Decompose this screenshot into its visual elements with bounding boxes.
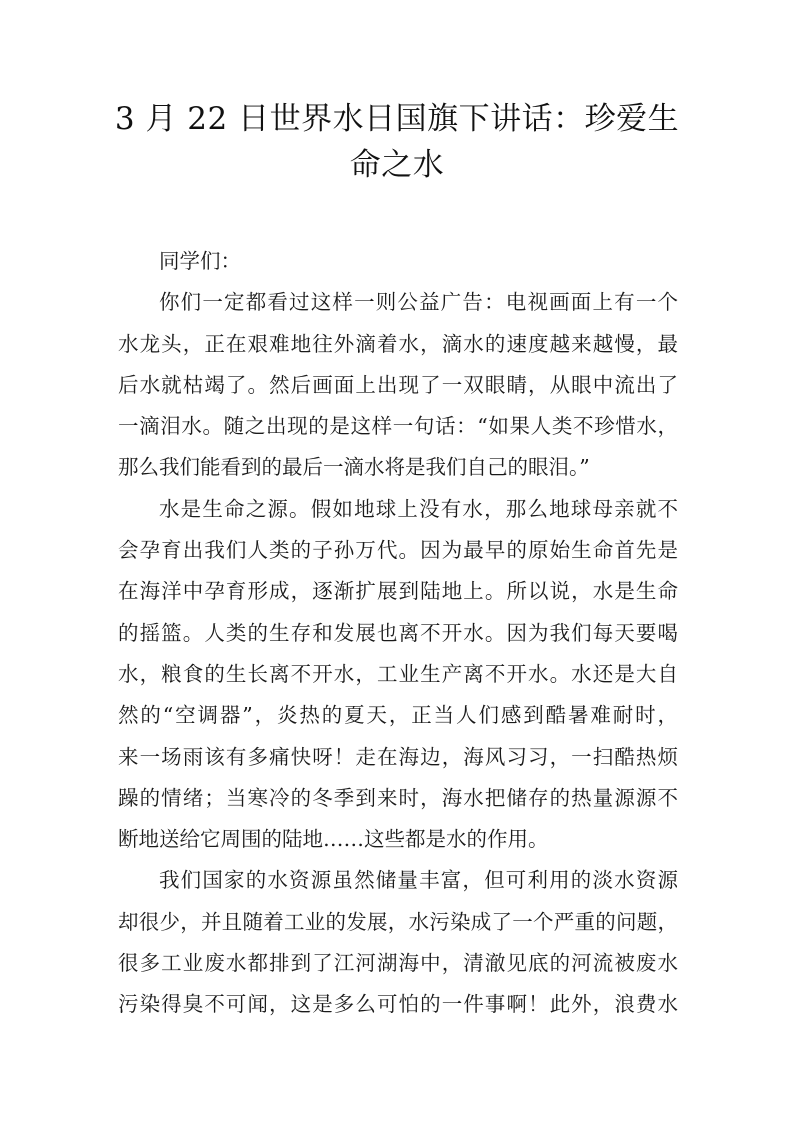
paragraph-line: 会孕育出我们人类的子孙万代。因为最早的原始生命首先是 <box>118 538 678 563</box>
paragraph-line: 却很少，并且随着工业的发展，水污染成了一个严重的问题， <box>118 909 678 934</box>
paragraph-line: 断地送给它周围的陆地……这些都是水的作用。 <box>118 827 549 852</box>
paragraph-2 <box>118 489 678 861</box>
paragraph-line: 水龙头，正在艰难地往外滴着水，滴水的速度越来越慢，最 <box>118 331 678 356</box>
paragraph-line: 然的“空调器”，炎热的夏天，正当人们感到酷暑难耐时， <box>118 703 678 728</box>
paragraph-line: 的摇篮。人类的生存和发展也离不开水。因为我们每天要喝 <box>118 620 678 645</box>
document-body <box>118 241 678 1026</box>
paragraph-line: 水，粮食的生长离不开水，工业生产离不开水。水还是大自 <box>118 661 678 686</box>
paragraph-line: 水是生命之源。假如地球上没有水，那么地球母亲就不 <box>159 496 678 521</box>
title-line-2: 命之水 <box>349 147 445 183</box>
paragraph-line: 很多工业废水都排到了江河湖海中，清澈见底的河流被废水 <box>118 951 678 976</box>
paragraph-line: 躁的情绪；当寒冷的冬季到来时，海水把储存的热量源源不 <box>118 785 678 810</box>
paragraph-line: 我们国家的水资源虽然储量丰富，但可利用的淡水资源 <box>159 868 678 893</box>
paragraph-line: 那么我们能看到的最后一滴水将是我们自己的眼泪。” <box>118 455 590 480</box>
document-title <box>100 96 694 188</box>
paragraph-line: 后水就枯竭了。然后画面上出现了一双眼睛，从眼中流出了 <box>118 372 678 397</box>
paragraph-line: 一滴泪水。随之出现的是这样一句话：“如果人类不珍惜水， <box>118 414 678 439</box>
title-line-1: 3 月 22 日世界水日国旗下讲话：珍爱生 <box>114 101 680 137</box>
paragraph-1 <box>118 282 678 488</box>
paragraph-3 <box>118 860 678 1025</box>
paragraph-line: 在海洋中孕育形成，逐渐扩展到陆地上。所以说，水是生命 <box>118 579 678 604</box>
paragraph-line: 污染得臭不可闻，这是多么可怕的一件事啊！此外，浪费水 <box>118 992 678 1017</box>
greeting: 同学们： <box>159 249 241 273</box>
paragraph-line: 来一场雨该有多痛快呀！走在海边，海风习习，一扫酷热烦 <box>118 744 678 769</box>
paragraph-line: 你们一定都看过这样一则公益广告：电视画面上有一个 <box>159 290 678 315</box>
